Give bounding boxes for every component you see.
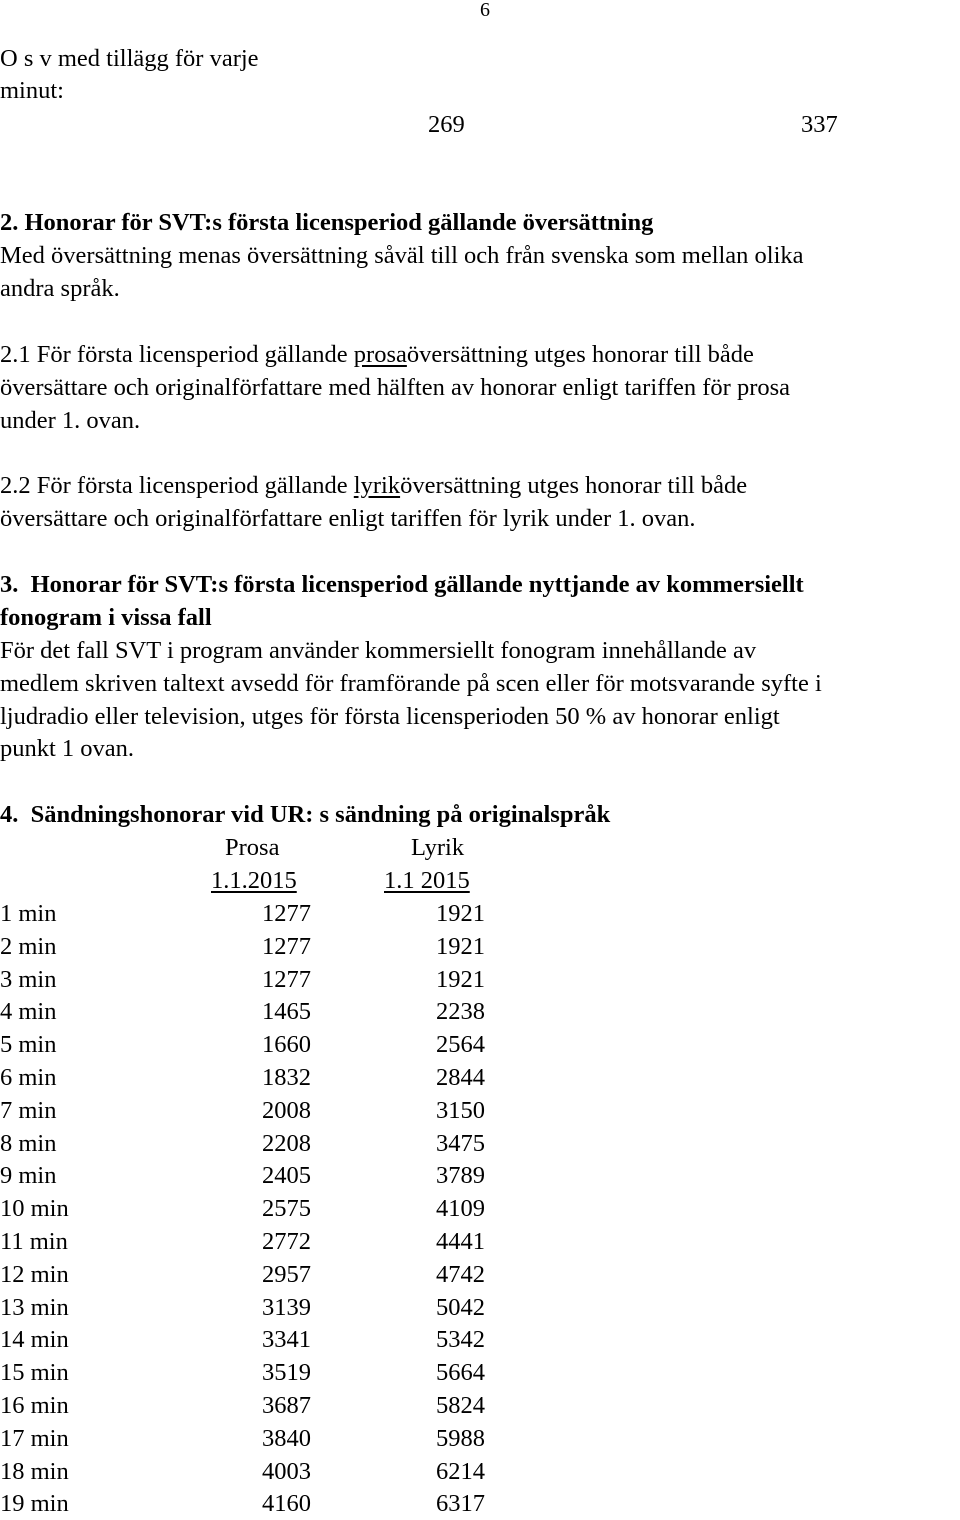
- page-number: 6: [480, 0, 490, 21]
- section2-line2: andra språk.: [0, 275, 120, 302]
- section3-heading-line1: 3. Honorar för SVT:s första licensperiod gällande nyttjande av kommersiellt: [0, 571, 804, 598]
- row-lyrik-value: 5824: [436, 1392, 485, 1419]
- row-lyrik-value: 5042: [436, 1294, 485, 1321]
- column-date-lyrik: 1.1 2015: [384, 867, 470, 894]
- row-label: 12 min: [0, 1261, 69, 1288]
- row-lyrik-value: 1921: [436, 933, 485, 960]
- row-lyrik-value: 5988: [436, 1425, 485, 1452]
- row-label: 19 min: [0, 1490, 69, 1517]
- row-lyrik-value: 4441: [436, 1228, 485, 1255]
- row-lyrik-value: 6317: [436, 1490, 485, 1517]
- row-prosa-value: 2208: [262, 1130, 311, 1157]
- row-label: 14 min: [0, 1326, 69, 1353]
- row-label: 18 min: [0, 1458, 69, 1485]
- top-row-value1: 269: [428, 111, 465, 138]
- section3-line1: För det fall SVT i program använder kommersiellt fonogram innehållande av: [0, 637, 757, 664]
- row-label: 3 min: [0, 966, 57, 993]
- row-label: 5 min: [0, 1031, 57, 1058]
- section2-2-underlined: lyrik: [353, 472, 401, 499]
- section4-heading: 4. Sändningshonorar vid UR: s sändning på originalspråk: [0, 801, 611, 828]
- row-label: 10 min: [0, 1195, 69, 1222]
- section3-line2: medlem skriven taltext avsedd för framförande på scen eller för motsvarande syfte i: [0, 670, 822, 697]
- section2-2-suffix: översättning utges honorar till både: [400, 472, 748, 499]
- row-label: 2 min: [0, 933, 57, 960]
- row-prosa-value: 1660: [262, 1031, 311, 1058]
- column-date-prosa: 1.1.2015: [211, 867, 297, 894]
- section2-heading: 2. Honorar för SVT:s första licensperiod gällande översättning: [0, 209, 654, 236]
- row-label: 13 min: [0, 1294, 69, 1321]
- row-lyrik-value: 5342: [436, 1326, 485, 1353]
- row-prosa-value: 2405: [262, 1162, 311, 1189]
- section2-1-line2: översättare och originalförfattare med hälften av honorar enligt tariffen för prosa: [0, 374, 791, 401]
- section3-line3: ljudradio eller television, utges för första licensperioden 50 % av honorar enligt: [0, 703, 780, 730]
- row-label: 17 min: [0, 1425, 69, 1452]
- row-label: 8 min: [0, 1130, 57, 1157]
- row-prosa-value: 3139: [262, 1294, 311, 1321]
- row-lyrik-value: 1921: [436, 900, 485, 927]
- row-label: 15 min: [0, 1359, 69, 1386]
- section2-1-underlined: prosa: [353, 341, 407, 368]
- section2-2-prefix: 2.2 För första licensperiod gällande: [0, 472, 354, 499]
- section3-heading-line2: fonogram i vissa fall: [0, 604, 212, 631]
- section3-line4: punkt 1 ovan.: [0, 735, 135, 762]
- column-header-lyrik: Lyrik: [411, 834, 465, 861]
- top-row-label-line2: minut:: [0, 77, 64, 104]
- row-label: 6 min: [0, 1064, 57, 1091]
- row-prosa-value: 1277: [262, 900, 311, 927]
- row-lyrik-value: 6214: [436, 1458, 485, 1485]
- section2-1-line1: [0, 338, 754, 371]
- row-label: 1 min: [0, 900, 57, 927]
- row-label: 11 min: [0, 1228, 68, 1255]
- row-prosa-value: 1277: [262, 933, 311, 960]
- row-prosa-value: 2957: [262, 1261, 311, 1288]
- row-label: 7 min: [0, 1097, 57, 1124]
- row-prosa-value: 1277: [262, 966, 311, 993]
- top-row-label-line1: O s v med tillägg för varje: [0, 45, 259, 72]
- section2-1-line3: under 1. ovan.: [0, 407, 141, 434]
- row-prosa-value: 2575: [262, 1195, 311, 1222]
- row-lyrik-value: 4109: [436, 1195, 485, 1222]
- row-prosa-value: 1832: [262, 1064, 311, 1091]
- row-lyrik-value: 5664: [436, 1359, 485, 1386]
- row-prosa-value: 2008: [262, 1097, 311, 1124]
- row-prosa-value: 3840: [262, 1425, 311, 1452]
- section2-2-line2: översättare och originalförfattare enligt tariffen för lyrik under 1. ovan.: [0, 505, 696, 532]
- row-lyrik-value: 2238: [436, 998, 485, 1025]
- section2-1-prefix: 2.1 För första licensperiod gällande: [0, 341, 354, 368]
- row-prosa-value: 2772: [262, 1228, 311, 1255]
- row-prosa-value: 4160: [262, 1490, 311, 1517]
- row-prosa-value: 3519: [262, 1359, 311, 1386]
- top-row-value2: 337: [801, 111, 838, 138]
- section2-line1: Med översättning menas översättning såväl till och från svenska som mellan olika: [0, 242, 804, 269]
- row-lyrik-value: 3150: [436, 1097, 485, 1124]
- row-prosa-value: 3341: [262, 1326, 311, 1353]
- row-label: 16 min: [0, 1392, 69, 1419]
- row-lyrik-value: 3789: [436, 1162, 485, 1189]
- column-header-prosa: Prosa: [225, 834, 280, 861]
- row-lyrik-value: 3475: [436, 1130, 485, 1157]
- row-label: 9 min: [0, 1162, 57, 1189]
- section2-2-line1: [0, 469, 747, 502]
- row-label: 4 min: [0, 998, 57, 1025]
- row-prosa-value: 1465: [262, 998, 311, 1025]
- row-lyrik-value: 4742: [436, 1261, 485, 1288]
- row-lyrik-value: 1921: [436, 966, 485, 993]
- row-lyrik-value: 2564: [436, 1031, 485, 1058]
- section2-1-suffix: översättning utges honorar till både: [406, 341, 754, 368]
- row-prosa-value: 4003: [262, 1458, 311, 1485]
- row-lyrik-value: 2844: [436, 1064, 485, 1091]
- row-prosa-value: 3687: [262, 1392, 311, 1419]
